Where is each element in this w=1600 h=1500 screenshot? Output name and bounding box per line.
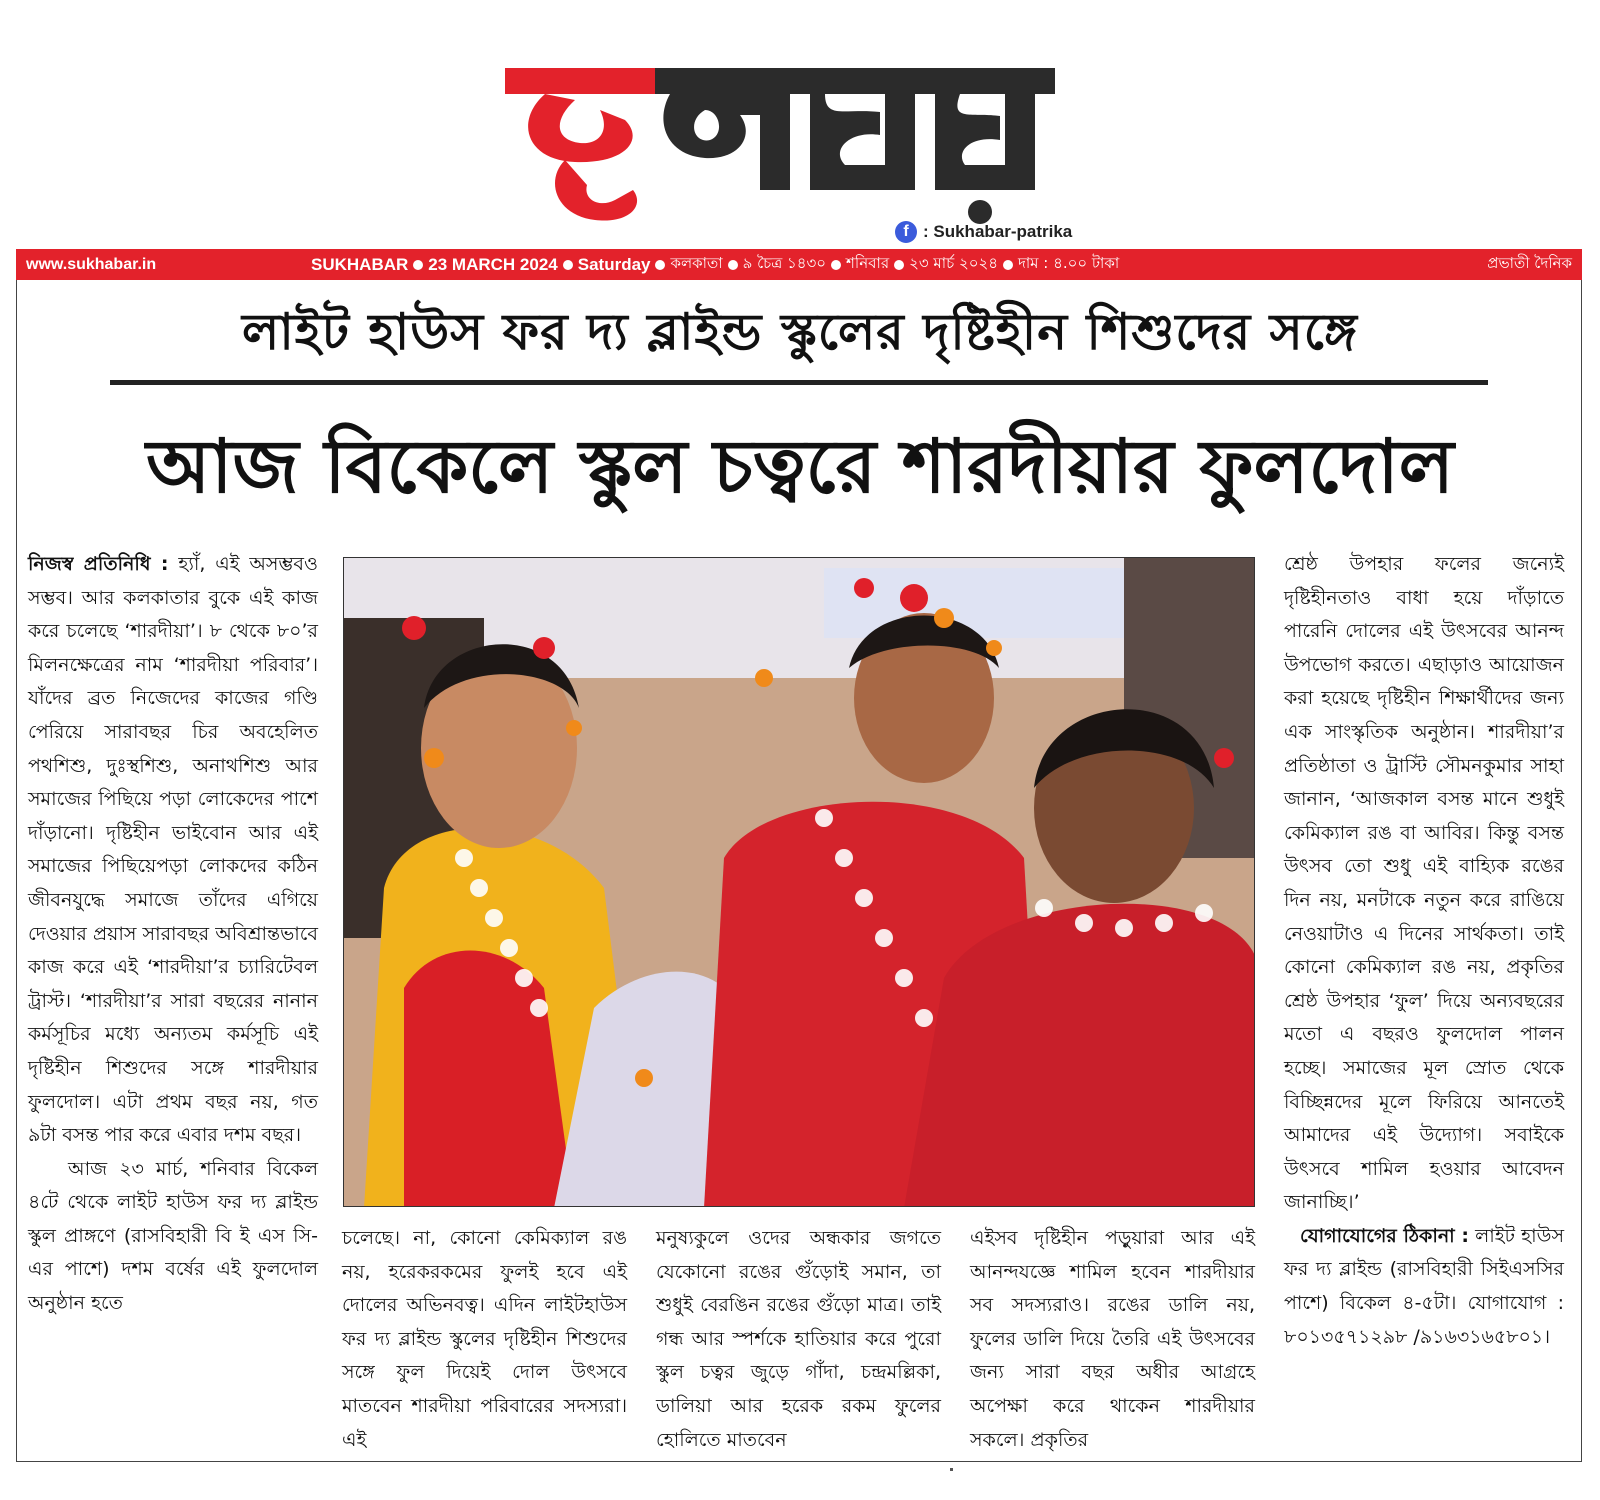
page-mark	[950, 1468, 953, 1471]
masthead	[0, 0, 1600, 250]
article-column-2: চলেছে। না, কোনো কেমিক্যাল রঙ নয়, হরেকরকমের ফুলই হবে এই দোলের অভিনবত্ব। এদিন লাইটহাউস ফর দ্য ব্লাইন্ড স্কুলের দৃষ্টিহীন শিশুদের সঙ্গে ফুল দিয়েই দোল উৎসবে মাতবেন শারদীয়া পরিবারের সদস্যরা। এই	[342, 1227, 627, 1451]
contact-paragraph	[1284, 1220, 1564, 1354]
headline-divider	[110, 380, 1488, 385]
date-bn-greg: ২৩ মার্চ ২০২৪	[909, 254, 998, 272]
edition-label: প্রভাতী দৈনিক	[1487, 254, 1572, 272]
sukhabar-logo[interactable]	[505, 40, 1105, 230]
bullet-icon	[894, 260, 904, 270]
paragraph: আজ ২৩ মার্চ, শনিবার বিকেল ৪টে থেকে লাইট হাউস ফর দ্য ব্লাইন্ড স্কুল প্রাঙ্গণে (রাসবিহারী বি ই এস সি-এর পাশে) দশম বর্ষের এই ফুলদোল অনুষ্ঠান হতে	[28, 1157, 318, 1315]
dateline	[311, 252, 1487, 277]
facebook-icon: f	[895, 221, 917, 243]
day-bn: শনিবার	[846, 254, 890, 272]
bullet-icon	[655, 260, 665, 270]
facebook-link[interactable]	[895, 218, 1072, 246]
article-column-5	[1284, 548, 1564, 1453]
date-en: 23 MARCH 2024	[428, 254, 558, 274]
price: দাম : ৪.০০ টাকা	[1017, 254, 1120, 272]
bullet-icon	[563, 260, 573, 270]
facebook-handle: : Sukhabar-patrika	[923, 222, 1073, 241]
paragraph-text: হ্যাঁ, এই অসম্ভবও সম্ভব। আর কলকাতার বুকে এই কাজ করে চলেছে ‘শারদীয়া’। ৮ থেকে ৮০’র মিলনক্ষেত্রের নাম ‘শারদীয়া পরিবার’। যাঁদের ব্রত নিজেদের কাজের গণ্ডি পেরিয়ে সারাবছর চির অবহেলিত পথশিশু, দুঃস্থশিশু, অনাথশিশু আর সমাজের পিছিয়ে পড়া লোকেদের পাশে দাঁড়ানো। দৃষ্টিহীন ভাইবোন আর এই সমাজের পিছিয়েপড়া লোকদের কঠিন জীবনযুদ্ধে সমাজে তাঁদের এগিয়ে দেওয়ার প্রয়াস সারাবছর অবিশ্রান্তভাবে কাজ করে এই ‘শারদীয়া’র চ্যারিটেবল ট্রাস্ট। ‘শারদীয়া’র সারা বছরের নানান কর্মসূচির মধ্যে অন্যতম কর্মসূচি এই দৃষ্টিহীন শিশুদের সঙ্গে শারদীয়ার ফুলদোল। এটা প্রথম বছর নয়, গত ৯টা বসন্ত পার করে এবার দশম বছর।	[28, 553, 318, 1147]
city: কলকাতা	[670, 254, 723, 272]
contact-label: যোগাযোগের ঠিকানা :	[1300, 1224, 1469, 1247]
day-en: Saturday	[577, 254, 651, 274]
contact-text: লাইট হাউস ফর দ্য ব্লাইন্ড (রাসবিহারী সিইএসসির পাশে) বিকেল ৪-৫টা। যোগাযোগ : ৮০১৩৫৭১২৯৮ /৯১৬৩১৬৫৮০১।	[1284, 1224, 1564, 1348]
logo-graphic	[505, 40, 1105, 230]
article-photo[interactable]	[343, 557, 1255, 1207]
date-bn: ৯ চৈত্র ১৪৩০	[742, 254, 827, 272]
info-bar	[16, 249, 1582, 280]
main-headline: আজ বিকেলে স্কুল চত্বরে শারদীয়ার ফুলদোল	[146, 424, 1454, 510]
article-column-4: এইসব দৃষ্টিহীন পড়ুয়ারা আর এই আনন্দযজ্ঞে শামিল হবেন শারদীয়ার সব সদস্যরাও। রঙের ডালি নয়, ফুলের ডালি দিয়ে তৈরি এই উৎসবের জন্য সারা বছর অধীর আগ্রহে অপেক্ষা করে থাকেন শারদীয়ার সকলে। প্রকৃতির	[970, 1227, 1255, 1451]
article-column-3: মনুষ্যকুলে ওদের অন্ধকার জগতে যেকোনো রঙের গুঁড়োই সমান, তা শুধুই বেরঙিন রঙের গুঁড়ো মাত্র। তাই গন্ধ আর স্পর্শকে হাতিয়ার করে পুরো স্কুল চত্বর জুড়ে গাঁদা, চন্দ্রমল্লিকা, ডালিয়া আর হরেক রকম ফুলের হোলিতে মাতবেন	[656, 1227, 941, 1451]
bullet-icon	[728, 260, 738, 270]
byline: নিজস্ব প্রতিনিধি :	[28, 553, 169, 575]
festival-photo	[344, 558, 1255, 1207]
kicker-headline: লাইট হাউস ফর দ্য ব্লাইন্ড স্কুলের দৃষ্টিহীন শিশুদের সঙ্গে	[242, 303, 1358, 361]
paragraph	[28, 548, 318, 1153]
bullet-icon	[1003, 260, 1013, 270]
website-link[interactable]: www.sukhabar.in	[26, 255, 157, 273]
paragraph: শ্রেষ্ঠ উপহার ফলের জন্যেই দৃষ্টিহীনতাও বাধা হয়ে দাঁড়াতে পারেনি দোলের এই উৎসবের আনন্দ উপভোগ করতে। এছাড়াও আয়োজন করা হয়েছে দৃষ্টিহীন শিক্ষার্থীদের জন্য এক সাংস্কৃতিক অনুষ্ঠান। শারদীয়া’র প্রতিষ্ঠাতা ও ট্রাস্টি সৌমনকুমার সাহা জানান, ‘আজকাল বসন্ত মানে শুধুই কেমিক্যাল রঙ বা আবির। কিন্তু বসন্ত উৎসব তো শুধু এই বাহ্যিক রঙের দিন নয়, মনটাকে নতুন করে রাঙিয়ে নেওয়াটাও এ দিনের সার্থকতা। তাই কোনো কেমিক্যাল রঙ নয়, প্রকৃতির শ্রেষ্ঠ উপহার ‘ফুল’ দিয়ে অন্যবছরের মতো এ বছরও ফুলদোল পালন হচ্ছে। সমাজের মূল স্রোত থেকে বিচ্ছিন্নদের মূলে ফিরিয়ে আনতেই আমাদের এই উদ্যোগ। সবাইকে উৎসবে শামিল হওয়ার আবেদন জানাচ্ছি।’	[1284, 553, 1564, 1214]
article-column-1	[28, 548, 318, 1453]
paper-name: SUKHABAR	[311, 254, 409, 274]
bullet-icon	[831, 260, 841, 270]
bullet-icon	[413, 260, 423, 270]
